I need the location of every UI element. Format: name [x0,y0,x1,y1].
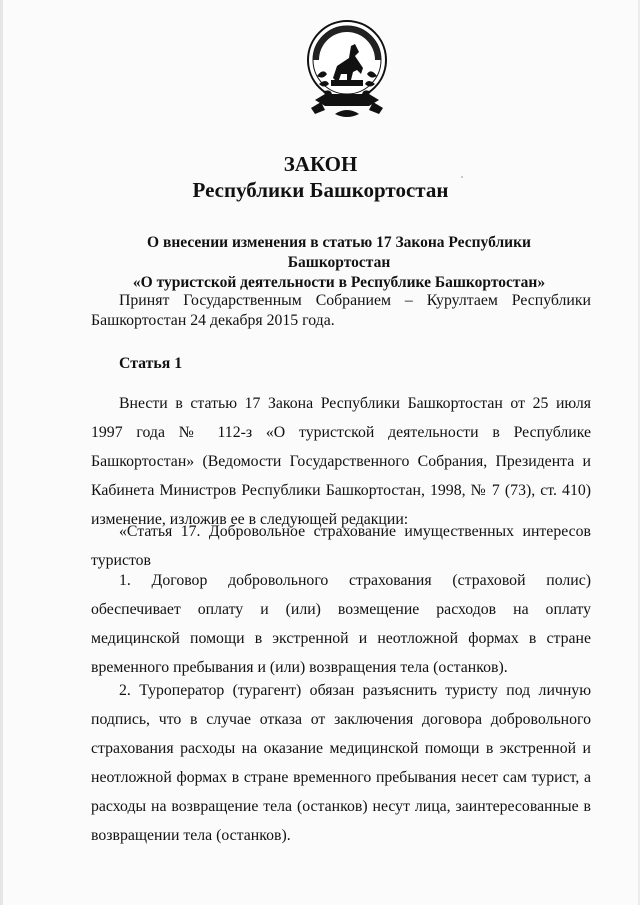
adoption-note: Принят Государственным Собранием – Курултаем Республики Башкортостан 24 декабря 2015 года. [91,292,591,329]
document-title: ЗАКОН [283,152,358,176]
law-heading [99,233,579,293]
article-title: Статья 1 [119,355,183,372]
document-subtitle: Республики Башкортостан [192,178,449,202]
article-paragraph-2: «Статья 17. Добровольное страхование имущественных интересов туристов [91,523,591,569]
coat-of-arms-icon [305,18,389,122]
law-heading-line1: О внесении изменения в статью 17 Закона Республики Башкортостан [147,234,531,271]
article-paragraph-1: Внести в статью 17 Закона Республики Башкортостан от 25 июля 1997 года № 112-з «О туристской деятельности в Республике Башкортостан» (Ведомости Государственного Собрания, Президента и Кабинета Министров Республики Башкортостан, 1998, № 7 (73), ст. 410) изменение, изложив ее в следующей редакции: [91,395,591,528]
article-paragraph-3: 1. Договор добровольного страхования (страховой полис) обеспечивает оплату и (или) возмещение расходов на оплату медицинской помощи в экстренной и неотложной формах в стране временного пребывания и (или) возвращения тела (останков). [91,572,591,676]
article-paragraph-4: 2. Туроператор (турагент) обязан разъяснить туристу под личную подпись, что в случае отказа от заключения договора добровольного страхования расходы на оказание медицинской помощи в экстренной и неотложной формах в стране временного пребывания несет сам турист, а расходы на возвращение тела (останков) несут лица, заинтересованные в возвращении тела (останков). [91,682,591,844]
scan-speck [461,176,463,178]
law-heading-line2: «О туристской деятельности в Республике Башкортостан» [132,274,546,291]
